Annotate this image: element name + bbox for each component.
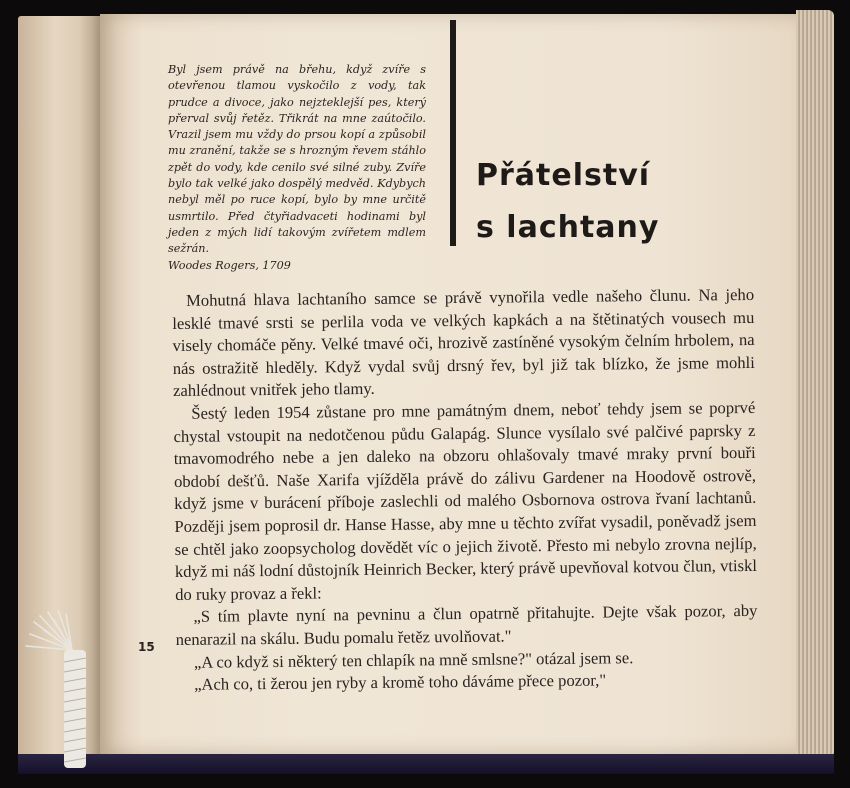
epigraph-text: Byl jsem právě na břehu, když zvíře s otevřenou tlamou vyskočilo z vody, tak prudce a divoce, jako nejzteklejší pes, který přerval svůj řetěz. Třikrát na mne zaútočilo. Vrazil jsem mu vždy do prsou kopí a způsobil mu zranění, takže se s hrozným řevem stáhlo zpět do vody, kde cenilo své silné zuby. Zvíře bylo tak velké jako dospělý medvěd. Kdybych nebyl měl po ruce kopí, bylo by mne určitě usmrtilo. Před čtyřiadvaceti hodinami byl jeden z mých lidí takovým zvířetem mdlem sežrán. (168, 63, 426, 256)
paragraph: Mohutná hlava lachtaního samce se právě vynořila vedle našeho člunu. Na jeho lesklé tmavé srsti se perlila voda ve velkých kapkách a na štětinatých vousech mu visely chomáče pěny. Velké tmavé oči, hrozivě zastíněné vysokým čelním hrbolem, na nás ostražitě hleděly. Když vydal svůj drsný řev, byl již tak blízko, že jsme mohli zahlédnout vnitřek jeho tlamy. (172, 284, 755, 401)
paragraph: „A co když si některý ten chlapík na mně smlsne?" otázal jsem se. (193, 647, 634, 672)
title-divider-bar (450, 20, 456, 246)
epigraph (168, 62, 426, 274)
epigraph-source: Woodes Rogers, 1709 (168, 258, 291, 272)
book-cover-edge (18, 754, 834, 774)
page-stack-edges (796, 10, 834, 758)
chapter-title (476, 150, 776, 254)
page-number: 15 (138, 640, 155, 654)
paragraph: „Ach co, ti žerou jen ryby a kromě toho dáváme přece pozor," (194, 670, 607, 694)
chapter-title-line-1: Přátelství (476, 158, 651, 193)
paragraph: „S tím plavte nyní na pevninu a člun opatrně přitahujte. Dejte však pozor, aby nenarazil na skálu. Budu pomalu řetěz uvolňovat." (175, 601, 758, 649)
chapter-title-line-2: s lachtany (476, 210, 660, 245)
body-text (172, 284, 758, 697)
paragraph: Šestý leden 1954 zůstane pro mne památným dnem, neboť tehdy jsem se poprvé chystal vstoupit na nedotčenou půdu Galapág. Slunce vysílalo své palčivé paprsky z tmavomodrého nebe a jen daleko na obzoru ohlašovaly tmavé mraky první bouři období dešťů. Naše Xarifa vjížděla právě do zálivu Gardener na Hoodově ostrově, když jsme v burácení příboje zaslechli od malého Osbornova ostrova řvaní lachtanů. Později jsem poprosil dr. Hanse Hasse, aby mne u těchto zvířat vysadil, poněvadž jsem se chtěl jako zoopsycholog dovědět víc o jejich životě. Přesto mi nebylo zrovna nejlíp, když mi náš lodní důstojník Heinrich Becker, který právě upevňoval kotvou člun, vtiskl do ruky provaz a řekl: (173, 397, 758, 604)
bookmark-ribbon-tassel (24, 610, 114, 770)
